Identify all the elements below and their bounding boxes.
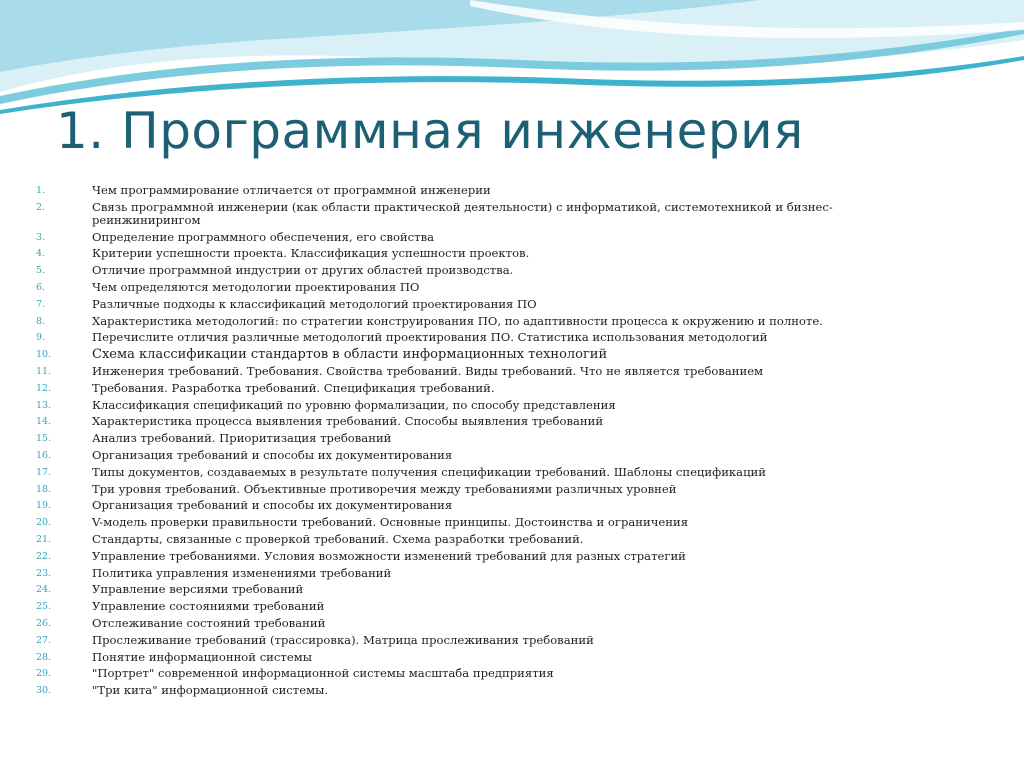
item-text: Перечислите отличия различные методологий проектирования ПО. Статистика использования методологий [92, 330, 768, 345]
item-text: Организация требований и способы их документирования [92, 447, 453, 462]
item-text: "Портрет" современной информационной системы масштаба предприятия [92, 666, 554, 681]
item-text: Связь программной инженерии (как области практической деятельности) с информатикой, системотехникой и бизнес-реинжинирингом [92, 199, 833, 227]
item-text: Управление версиями требований [92, 582, 304, 597]
list-item [36, 382, 896, 395]
item-number: 2. [36, 201, 46, 213]
item-text: Критерии успешности проекта. Классификация успешности проектов. [92, 246, 530, 261]
list-item [36, 348, 896, 361]
slide-title: 1. Программная инженерия [56, 102, 804, 160]
item-text: Характеристика процесса выявления требований. Способы выявления требований [92, 414, 604, 429]
item-text: Анализ требований. Приоритизация требований [92, 431, 392, 446]
item-text: "Три кита" информационной системы. [92, 683, 329, 698]
item-number: 18. [36, 483, 52, 495]
topic-list [36, 184, 896, 701]
item-number: 26. [36, 617, 52, 629]
item-number: 1. [36, 185, 46, 196]
item-text: Управление состояниями требований [92, 599, 325, 614]
item-number: 12. [36, 382, 52, 394]
item-number: 4. [36, 248, 46, 260]
item-number: 24. [36, 584, 52, 596]
item-text: Отличие программной индустрии от других областей производства. [92, 263, 514, 278]
item-number: 11. [36, 365, 52, 377]
list-item [36, 550, 896, 563]
list-item [36, 201, 896, 227]
item-text: V-модель проверки правильности требований. Основные принципы. Достоинства и ограничения [92, 515, 689, 530]
list-item [36, 567, 896, 580]
item-text: Инженерия требований. Требования. Свойства требований. Виды требований. Что не является требованием [92, 363, 764, 378]
item-number: 29. [36, 668, 52, 680]
item-text: Классификация спецификаций по уровню формализации, по способу представления [92, 397, 616, 412]
item-number: 15. [36, 433, 52, 445]
item-number: 14. [36, 416, 52, 428]
list-item [36, 483, 896, 496]
list-item [36, 617, 896, 630]
item-number: 28. [36, 651, 52, 663]
item-number: 21. [36, 533, 52, 545]
list-item [36, 231, 896, 244]
item-number: 19. [36, 500, 52, 512]
item-text: Определение программного обеспечения, его свойства [92, 229, 435, 244]
list-item [36, 634, 896, 647]
list-item [36, 600, 896, 613]
item-number: 3. [36, 231, 46, 243]
item-text: Характеристика методологий: по стратегии конструирования ПО, по адаптивности процесса к окружению и полноте. [92, 313, 823, 328]
item-number: 13. [36, 399, 52, 411]
item-text: Прослеживание требований (трассировка). Матрица прослеживания требований [92, 632, 594, 647]
item-number: 25. [36, 601, 52, 613]
item-number: 23. [36, 567, 52, 579]
list-item [36, 247, 896, 260]
item-number: 9. [36, 332, 46, 344]
list-item [36, 331, 896, 344]
item-number: 20. [36, 517, 52, 529]
item-text: Чем определяются методологии проектирования ПО [92, 279, 420, 294]
item-text: Различные подходы к классификаций методологий проектирования ПО [92, 296, 537, 311]
item-number: 5. [36, 265, 46, 277]
list-item [36, 365, 896, 378]
item-text: Схема классификации стандартов в области информационных технологий [92, 347, 608, 363]
list-item [36, 298, 896, 311]
list-item [36, 651, 896, 664]
item-text: Понятие информационной системы [92, 649, 312, 664]
item-text: Типы документов, создаваемых в результате получения спецификации требований. Шаблоны спецификаций [92, 464, 766, 479]
list-item [36, 264, 896, 277]
item-number: 30. [36, 685, 52, 697]
item-text: Требования. Разработка требований. Спецификация требований. [92, 380, 495, 395]
item-text: Организация требований и способы их документирования [92, 498, 453, 513]
list-item [36, 432, 896, 445]
list-item [36, 499, 896, 512]
list-item [36, 399, 896, 412]
list-item [36, 315, 896, 328]
item-number: 8. [36, 315, 46, 327]
list-item [36, 415, 896, 428]
item-number: 16. [36, 449, 52, 461]
item-text: Стандарты, связанные с проверкой требований. Схема разработки требований. [92, 531, 584, 546]
item-text: Чем программирование отличается от программной инженерии [92, 183, 491, 197]
list-item [36, 583, 896, 596]
item-number: 17. [36, 466, 52, 478]
item-number: 10. [36, 349, 52, 361]
list-item [36, 466, 896, 479]
item-text: Три уровня требований. Объективные противоречия между требованиями различных уровней [92, 481, 677, 496]
item-number: 6. [36, 281, 46, 293]
item-number: 22. [36, 550, 52, 562]
item-number: 27. [36, 634, 52, 646]
list-item [36, 533, 896, 546]
list-item [36, 184, 896, 197]
list-item [36, 667, 896, 680]
item-text: Отслеживание состояний требований [92, 615, 326, 630]
list-item [36, 516, 896, 529]
item-text: Политика управления изменениями требований [92, 565, 392, 580]
item-number: 7. [36, 298, 46, 310]
list-item [36, 684, 896, 697]
item-text: Управление требованиями. Условия возможности изменений требований для разных стратегий [92, 548, 686, 563]
list-item [36, 281, 896, 294]
list-item [36, 449, 896, 462]
